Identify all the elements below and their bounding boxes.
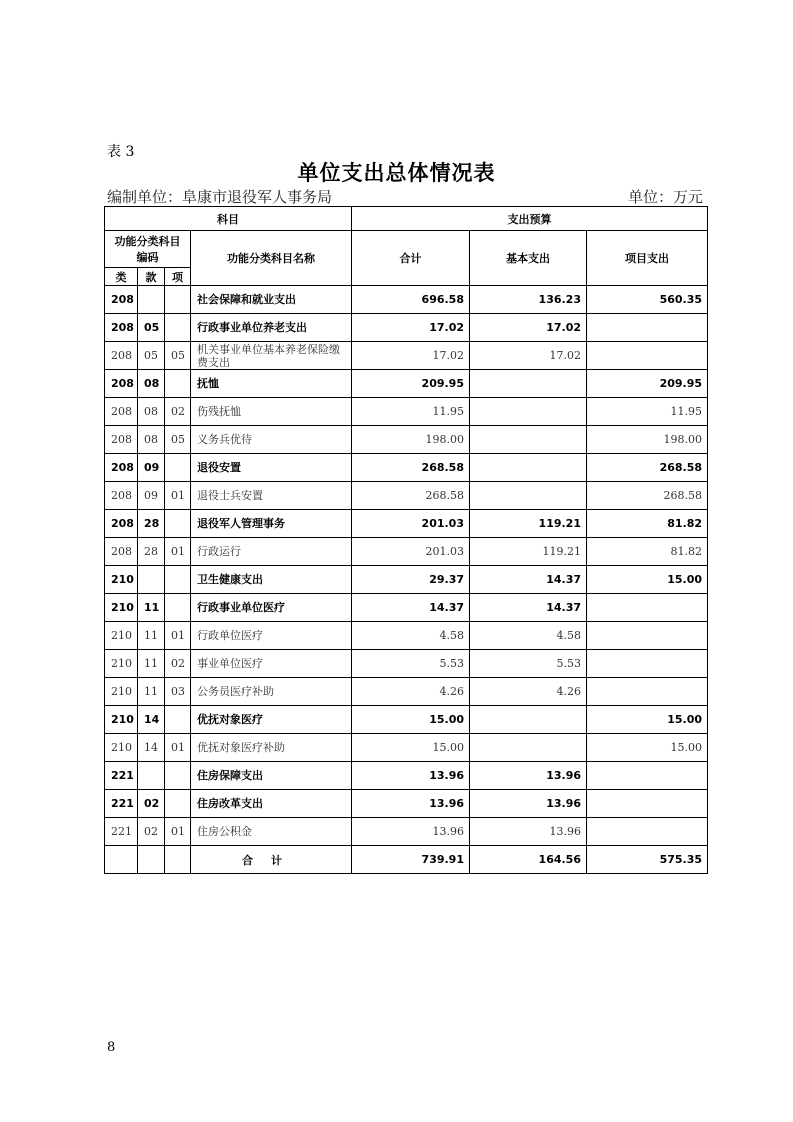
cell-project: 209.95 [587,370,708,398]
cell-xiang: 03 [165,678,191,706]
cell-basic [470,426,587,454]
cell-project [587,314,708,342]
cell-lei: 210 [105,678,138,706]
cell-project: 15.00 [587,566,708,594]
cell-name: 优抚对象医疗 [191,706,352,734]
cell-name: 卫生健康支出 [191,566,352,594]
cell-basic [470,398,587,426]
cell-kuan: 02 [138,818,165,846]
total-label: 合计 [191,846,352,874]
cell-project: 81.82 [587,510,708,538]
cell-name: 住房公积金 [191,818,352,846]
table-row [105,286,708,314]
cell-kuan: 28 [138,538,165,566]
cell-name: 退役军人管理事务 [191,510,352,538]
cell-total: 201.03 [352,538,470,566]
cell-lei: 208 [105,426,138,454]
cell-kuan: 09 [138,482,165,510]
cell-project [587,678,708,706]
total-row [105,846,708,874]
cell-total: 17.02 [352,342,470,370]
header-name: 功能分类科目名称 [191,231,352,286]
cell-kuan: 08 [138,426,165,454]
cell-xiang [165,846,191,874]
cell-lei: 208 [105,510,138,538]
table-row [105,650,708,678]
cell-project: 198.00 [587,426,708,454]
cell-basic [470,734,587,762]
cell-lei: 210 [105,622,138,650]
header-subject: 科目 [105,207,352,231]
cell-xiang: 01 [165,482,191,510]
cell-lei [105,846,138,874]
cell-xiang [165,706,191,734]
cell-total: 29.37 [352,566,470,594]
cell-lei: 208 [105,454,138,482]
cell-xiang: 01 [165,538,191,566]
header-project: 项目支出 [587,231,708,286]
table-row [105,510,708,538]
cell-total: 11.95 [352,398,470,426]
cell-kuan: 28 [138,510,165,538]
cell-xiang: 02 [165,398,191,426]
cell-xiang [165,510,191,538]
table-row [105,538,708,566]
cell-kuan: 08 [138,370,165,398]
cell-basic: 17.02 [470,342,587,370]
header-xiang: 项 [165,268,191,286]
cell-kuan [138,286,165,314]
table-row [105,818,708,846]
header-lei: 类 [105,268,138,286]
cell-project: 268.58 [587,482,708,510]
cell-project: 11.95 [587,398,708,426]
cell-total: 13.96 [352,762,470,790]
table-row [105,314,708,342]
cell-project [587,622,708,650]
table-row [105,370,708,398]
cell-xiang [165,594,191,622]
cell-kuan: 02 [138,790,165,818]
cell-total: 4.26 [352,678,470,706]
cell-kuan: 11 [138,594,165,622]
cell-name: 住房保障支出 [191,762,352,790]
cell-project: 15.00 [587,706,708,734]
header-budget: 支出预算 [352,207,708,231]
cell-basic: 119.21 [470,510,587,538]
cell-kuan [138,762,165,790]
cell-xiang: 02 [165,650,191,678]
cell-xiang: 05 [165,426,191,454]
cell-total: 268.58 [352,482,470,510]
cell-name: 伤残抚恤 [191,398,352,426]
cell-project [587,342,708,370]
header-code-group: 功能分类科目编码 [105,231,191,268]
total-basic: 164.56 [470,846,587,874]
cell-lei: 208 [105,370,138,398]
table-row [105,706,708,734]
cell-xiang [165,790,191,818]
cell-name: 行政事业单位医疗 [191,594,352,622]
cell-xiang: 01 [165,734,191,762]
cell-xiang: 01 [165,622,191,650]
cell-total: 15.00 [352,706,470,734]
cell-lei: 210 [105,650,138,678]
cell-name: 住房改革支出 [191,790,352,818]
cell-xiang [165,454,191,482]
cell-total: 696.58 [352,286,470,314]
amount-unit: 单位：万元 [627,188,703,206]
cell-basic: 4.26 [470,678,587,706]
page-number: 8 [107,1040,116,1055]
cell-kuan: 11 [138,650,165,678]
cell-name: 社会保障和就业支出 [191,286,352,314]
cell-lei: 208 [105,538,138,566]
cell-name: 行政运行 [191,538,352,566]
cell-project: 268.58 [587,454,708,482]
table-row [105,622,708,650]
cell-total: 268.58 [352,454,470,482]
table-row [105,566,708,594]
cell-xiang [165,314,191,342]
cell-name: 公务员医疗补助 [191,678,352,706]
cell-basic [470,482,587,510]
cell-kuan: 08 [138,398,165,426]
header-total: 合计 [352,231,470,286]
cell-lei: 210 [105,734,138,762]
cell-basic: 14.37 [470,594,587,622]
cell-project [587,790,708,818]
header-row-mid [105,231,708,268]
cell-total: 5.53 [352,650,470,678]
cell-project: 560.35 [587,286,708,314]
cell-basic: 136.23 [470,286,587,314]
cell-xiang [165,286,191,314]
cell-total: 198.00 [352,426,470,454]
cell-basic: 13.96 [470,818,587,846]
cell-project [587,650,708,678]
cell-total: 17.02 [352,314,470,342]
cell-name: 行政事业单位养老支出 [191,314,352,342]
cell-name: 退役安置 [191,454,352,482]
table-row [105,482,708,510]
cell-lei: 208 [105,398,138,426]
header-kuan: 款 [138,268,165,286]
cell-lei: 210 [105,594,138,622]
cell-kuan: 11 [138,622,165,650]
header-row-top [105,207,708,231]
table-row [105,734,708,762]
cell-xiang: 05 [165,342,191,370]
page-title: 单位支出总体情况表 [297,161,496,185]
cell-name: 退役士兵安置 [191,482,352,510]
cell-project: 15.00 [587,734,708,762]
cell-name: 优抚对象医疗补助 [191,734,352,762]
table-row [105,426,708,454]
cell-kuan: 05 [138,342,165,370]
cell-basic: 119.21 [470,538,587,566]
cell-xiang [165,370,191,398]
cell-basic: 5.53 [470,650,587,678]
cell-kuan: 11 [138,678,165,706]
cell-lei: 208 [105,342,138,370]
cell-basic: 4.58 [470,622,587,650]
table-row [105,762,708,790]
cell-total: 201.03 [352,510,470,538]
cell-name: 行政单位医疗 [191,622,352,650]
cell-total: 13.96 [352,818,470,846]
expenditure-table [104,206,708,874]
cell-xiang [165,762,191,790]
cell-basic [470,706,587,734]
cell-basic: 17.02 [470,314,587,342]
cell-name: 机关事业单位基本养老保险缴费支出 [191,342,352,370]
cell-lei: 208 [105,314,138,342]
cell-project [587,762,708,790]
cell-total: 4.58 [352,622,470,650]
cell-lei: 210 [105,706,138,734]
cell-basic: 14.37 [470,566,587,594]
cell-name: 抚恤 [191,370,352,398]
cell-basic: 13.96 [470,790,587,818]
table-row [105,398,708,426]
total-project: 575.35 [587,846,708,874]
cell-kuan: 09 [138,454,165,482]
cell-kuan [138,846,165,874]
cell-lei: 221 [105,762,138,790]
cell-xiang: 01 [165,818,191,846]
cell-lei: 208 [105,482,138,510]
header-basic: 基本支出 [470,231,587,286]
cell-total: 13.96 [352,790,470,818]
cell-project [587,818,708,846]
cell-name: 事业单位医疗 [191,650,352,678]
table-row [105,594,708,622]
cell-lei: 208 [105,286,138,314]
cell-basic [470,370,587,398]
cell-basic: 13.96 [470,762,587,790]
cell-kuan: 14 [138,734,165,762]
table-number: 表 3 [107,144,135,160]
cell-name: 义务兵优待 [191,426,352,454]
cell-xiang [165,566,191,594]
table-row [105,790,708,818]
table-row [105,454,708,482]
cell-kuan: 05 [138,314,165,342]
table-row [105,342,708,370]
cell-basic [470,454,587,482]
cell-total: 209.95 [352,370,470,398]
cell-lei: 210 [105,566,138,594]
compiling-unit: 编制单位：阜康市退役军人事务局 [107,188,333,206]
cell-kuan [138,566,165,594]
total-sum: 739.91 [352,846,470,874]
cell-lei: 221 [105,818,138,846]
cell-lei: 221 [105,790,138,818]
cell-project [587,594,708,622]
cell-project: 81.82 [587,538,708,566]
table-row [105,678,708,706]
cell-kuan: 14 [138,706,165,734]
cell-total: 14.37 [352,594,470,622]
cell-total: 15.00 [352,734,470,762]
